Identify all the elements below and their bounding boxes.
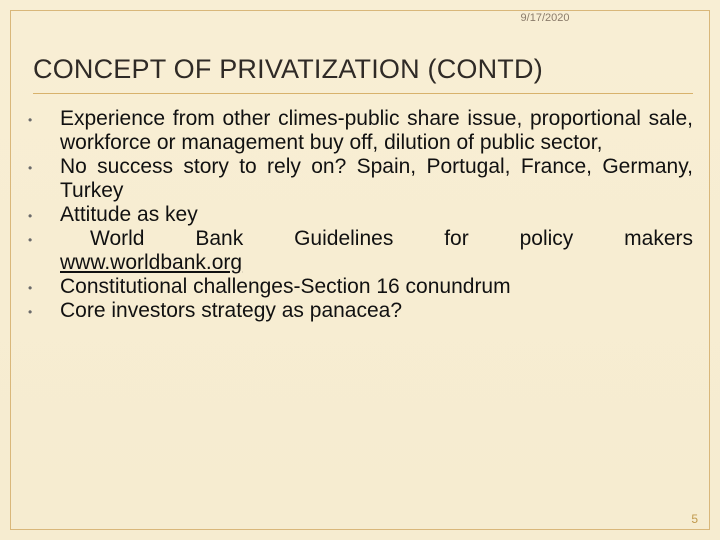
- bullet-line: [60, 227, 693, 251]
- bullet-dot-icon: •: [28, 113, 33, 127]
- bullet-item: [28, 155, 693, 203]
- worldbank-link[interactable]: www.worldbank.org: [60, 251, 243, 274]
- bullet-text: Core investors strategy as panacea?: [60, 299, 403, 322]
- bullet-dot-icon: •: [28, 281, 33, 295]
- bullet-text: Experience from other climes-public share issue, proportional sale, workforce or management buy off, dilution of public sector,: [60, 107, 693, 154]
- title-divider: [33, 93, 693, 94]
- bullet-item: [28, 299, 693, 323]
- bullet-item: [28, 275, 693, 299]
- bullet-dot-icon: •: [28, 233, 33, 247]
- bullet-text: No success story to rely on? Spain, Portugal, France, Germany, Turkey: [60, 155, 693, 202]
- slide-date: 9/17/2020: [520, 12, 570, 24]
- bullet-text: Attitude as key: [60, 203, 198, 226]
- bullet-text: Constitutional challenges-Section 16 conundrum: [60, 275, 511, 298]
- bullet-item: [28, 203, 693, 227]
- bullet-list: [28, 107, 693, 323]
- bullet-dot-icon: •: [28, 305, 33, 319]
- bullet-dot-icon: •: [28, 209, 33, 223]
- bullet-text: World Bank Guidelines for policy makers: [90, 227, 693, 250]
- bullet-item: [28, 227, 693, 275]
- bullet-item: [28, 107, 693, 155]
- slide-title: CONCEPT OF PRIVATIZATION (CONTD): [33, 54, 543, 84]
- page-number: 5: [691, 512, 698, 526]
- bullet-dot-icon: •: [28, 161, 33, 175]
